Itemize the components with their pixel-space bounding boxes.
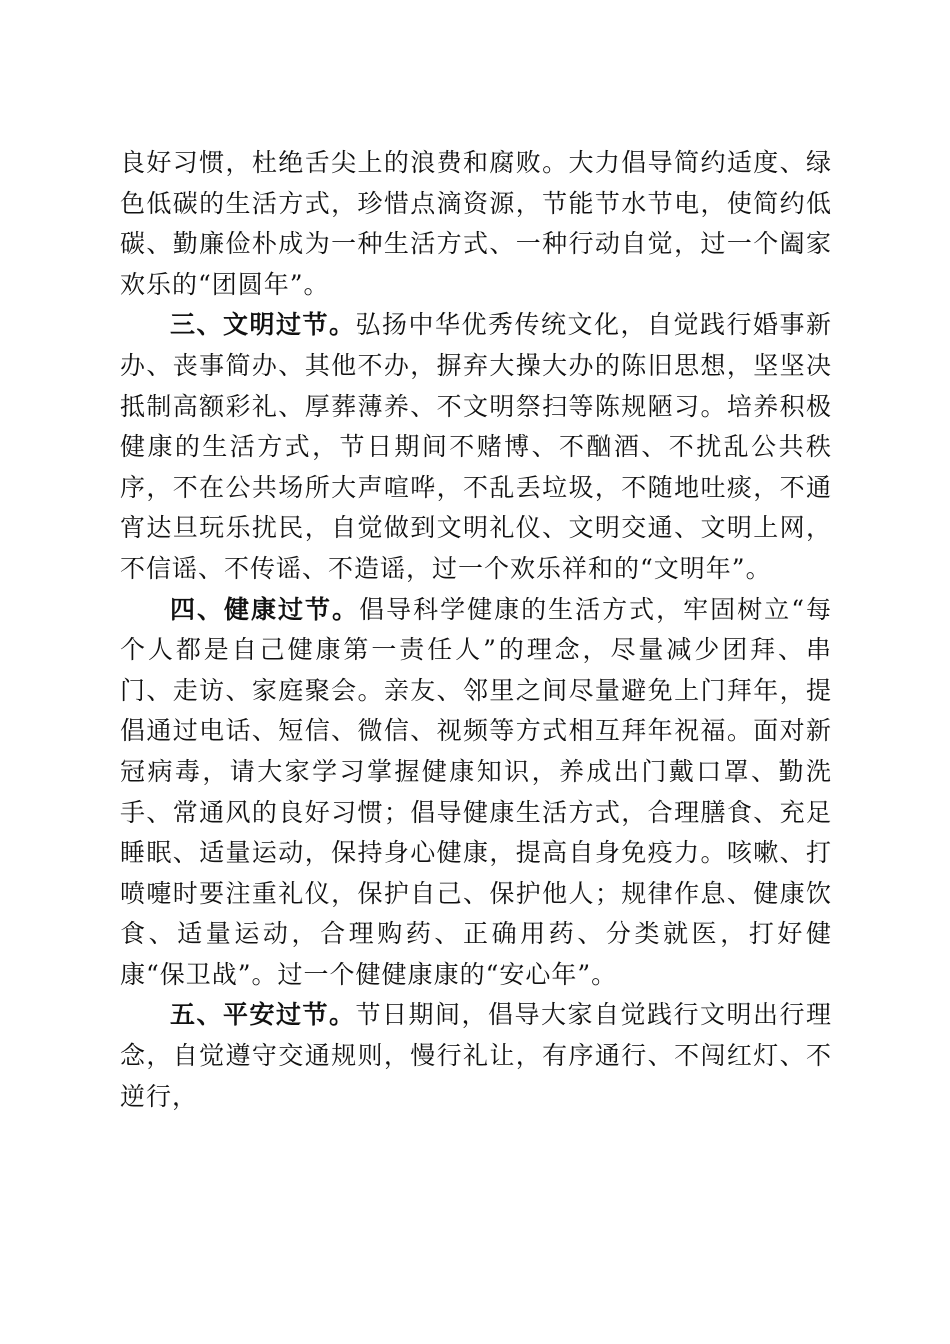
paragraph-continuation	[120, 143, 832, 305]
section-heading: 四、健康过节。	[170, 594, 360, 624]
paragraph-body: 节日期间，倡导大家自觉践行文明出行理念，自觉遵守交通规则，慢行礼让，有序通行、不闯红灯、不逆行，	[120, 1000, 832, 1111]
paragraph-body: 良好习惯，杜绝舌尖上的浪费和腐败。大力倡导简约适度、绿色低碳的生活方式，珍惜点滴资源，节能节水节电，使简约低碳、勤廉俭朴成为一种生活方式、一种行动自觉，过一个阖家欢乐的“团圆年”。	[120, 148, 832, 299]
paragraph-body: 倡导科学健康的生活方式，牢固树立“每个人都是自己健康第一责任人”的理念，尽量减少团拜、串门、走访、家庭聚会。亲友、邻里之间尽量避免上门拜年，提倡通过电话、短信、微信、视频等方式相互拜年祝福。面对新冠病毒，请大家学习掌握健康知识，养成出门戴口罩、勤洗手、常通风的良好习惯；倡导健康生活方式，合理膳食、充足睡眠、适量运动，保持身心健康，提高自身免疫力。咳嗽、打喷嚏时要注重礼仪，保护自己、保护他人；规律作息、健康饮食、适量运动，合理购药、正确用药、分类就医，打好健康“保卫战”。过一个健健康康的“安心年”。	[120, 594, 832, 989]
document-body	[120, 143, 832, 1117]
paragraph-safe-festival	[120, 995, 832, 1117]
section-heading: 三、文明过节。	[170, 310, 356, 340]
paragraph-healthy-festival	[120, 590, 832, 996]
paragraph-body: 弘扬中华优秀传统文化，自觉践行婚事新办、丧事简办、其他不办，摒弃大操大办的陈旧思想，坚坚决抵制高额彩礼、厚葬薄养、不文明祭扫等陈规陋习。培养积极健康的生活方式，节日期间不赌博、不酗酒、不扰乱公共秩序，不在公共场所大声喧哗，不乱丢垃圾，不随地吐痰，不通宵达旦玩乐扰民，自觉做到文明礼仪、文明交通、文明上网，不信谣、不传谣、不造谣，过一个欢乐祥和的“文明年”。	[120, 310, 832, 583]
paragraph-civilized-festival	[120, 305, 832, 589]
section-heading: 五、平安过节。	[170, 1000, 356, 1030]
